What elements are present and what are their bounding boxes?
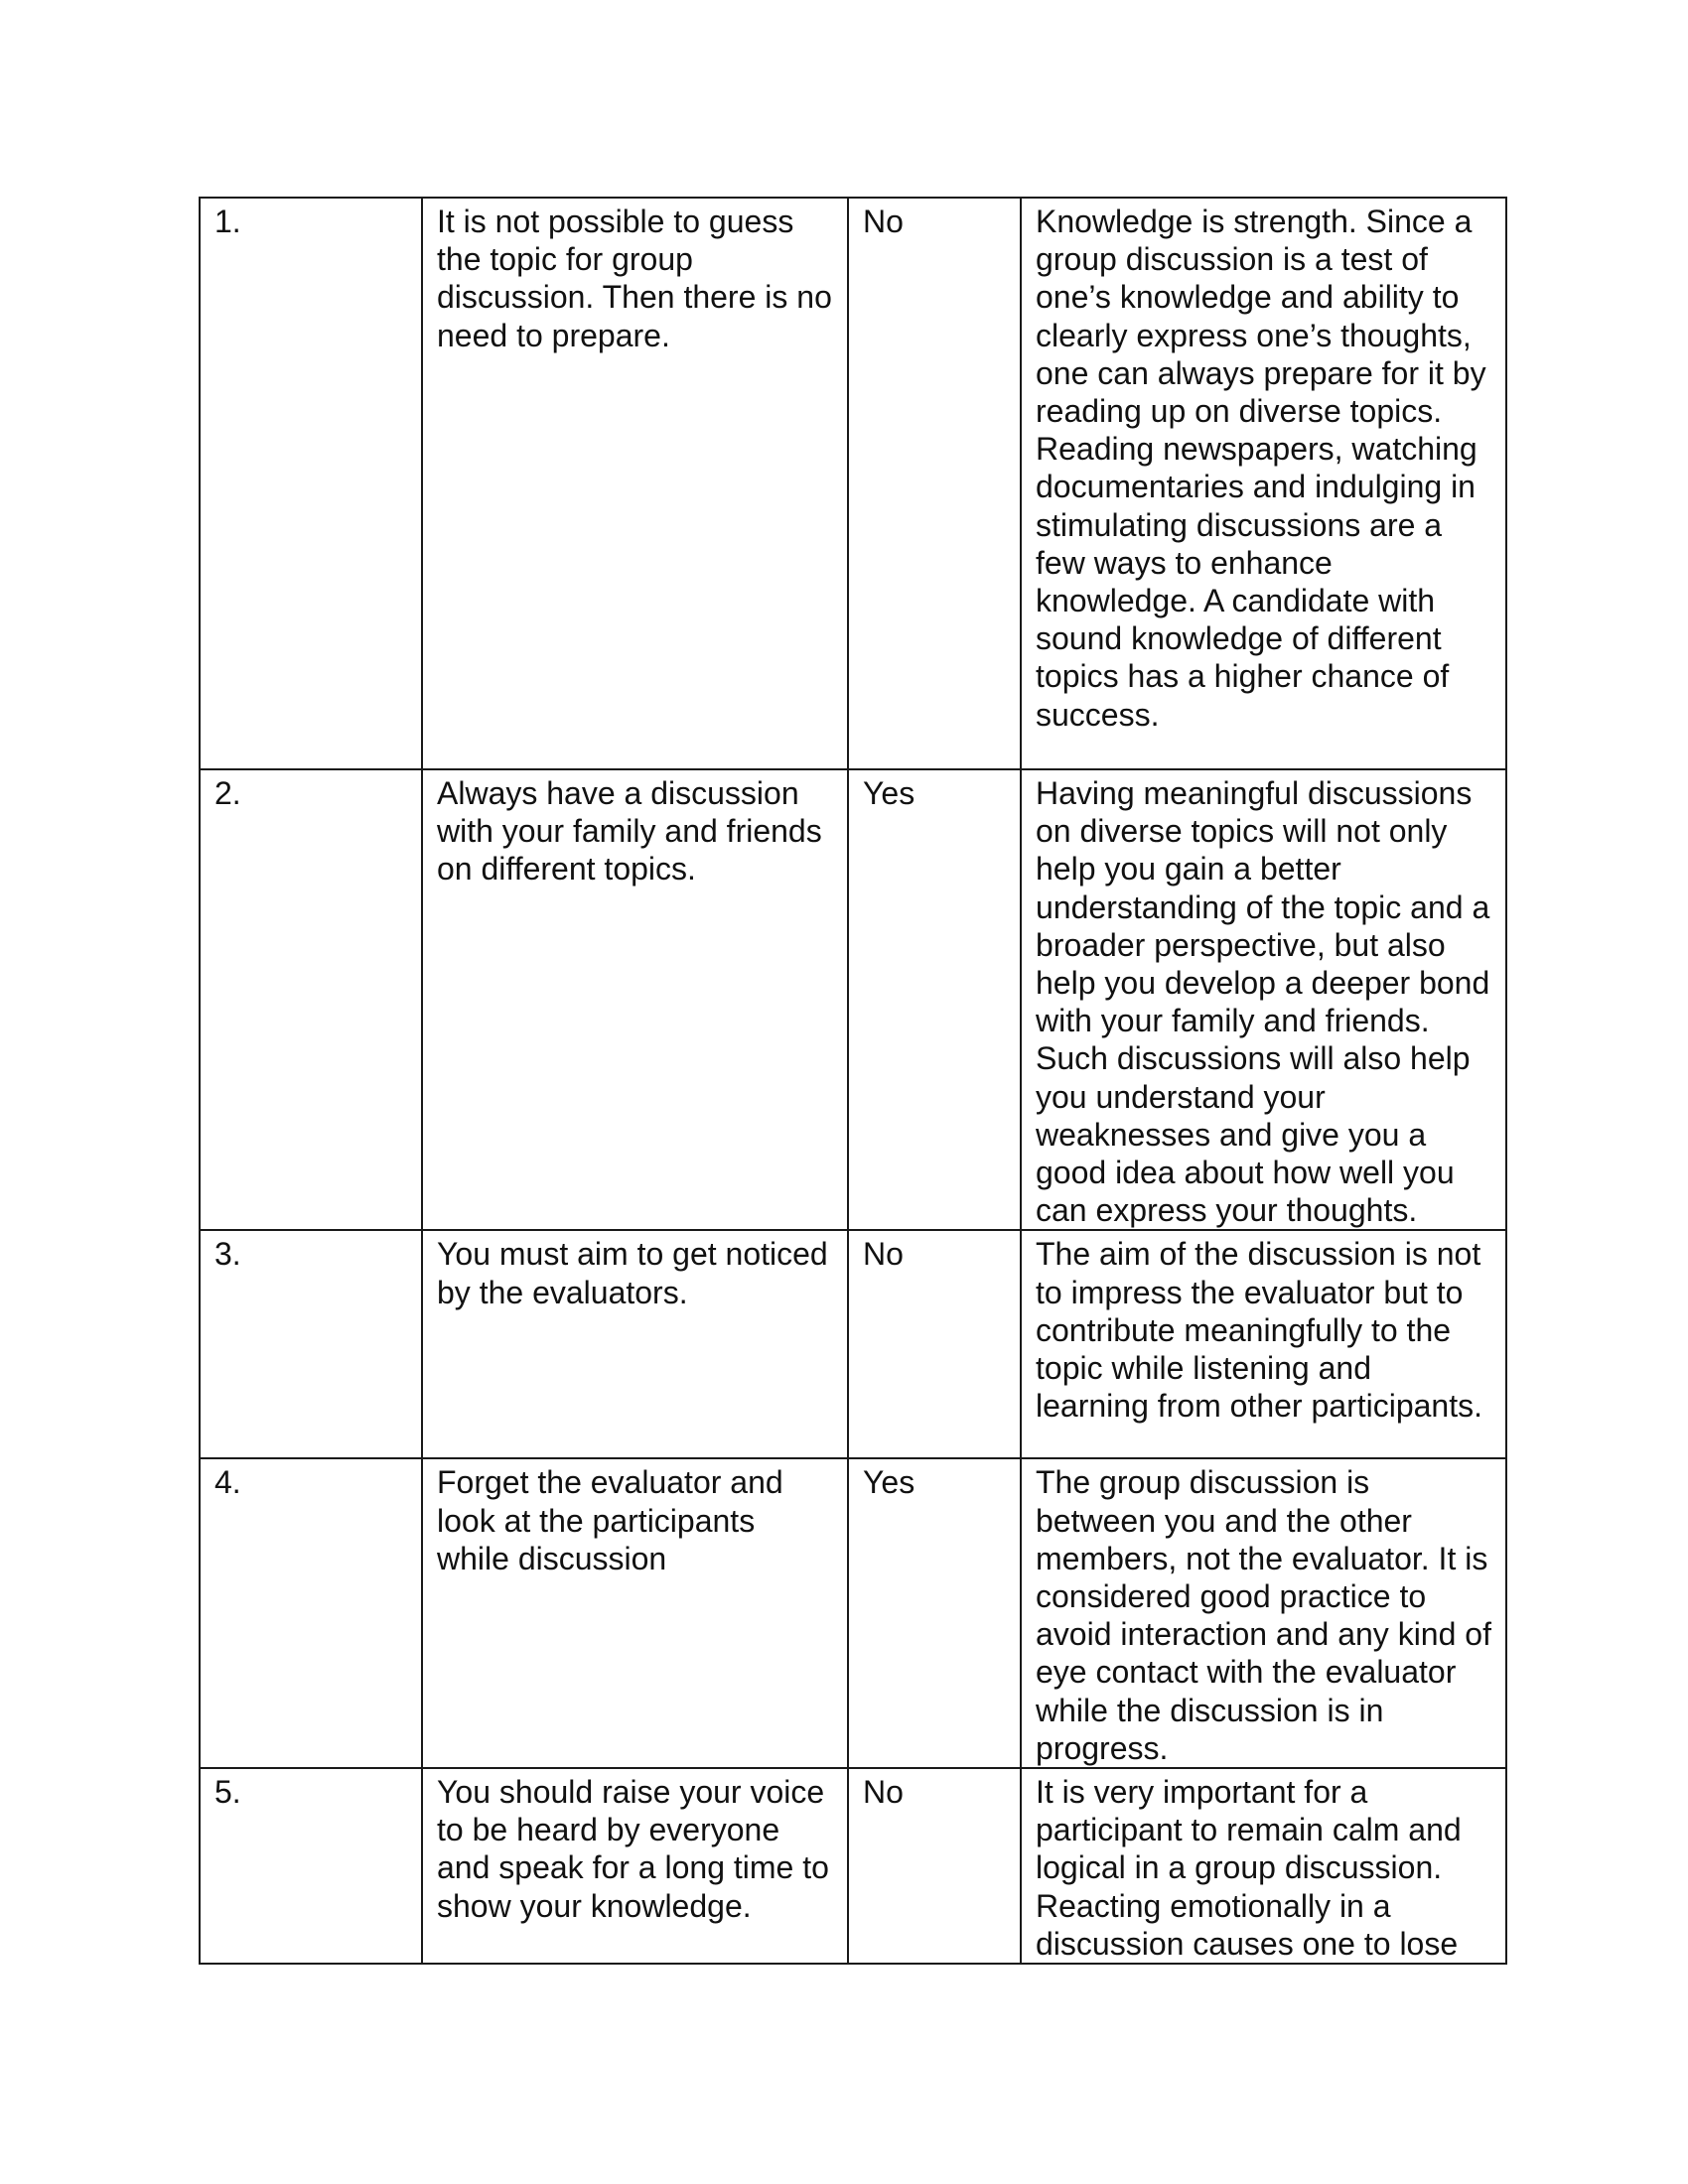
statement-cell	[422, 769, 848, 1230]
row-number-cell	[200, 1230, 422, 1458]
row-number-cell	[200, 769, 422, 1230]
statement-cell	[422, 1768, 848, 1964]
group-discussion-table	[199, 197, 1507, 1965]
row-number-cell	[200, 1768, 422, 1964]
table-row	[200, 1768, 1506, 1964]
statement-cell	[422, 1230, 848, 1458]
explanation-cell	[1021, 1768, 1506, 1964]
statement-text: You should raise your voice to be heard by everyone and speak for a long time to show your knowledge.	[437, 1774, 829, 1924]
statement-cell	[422, 1458, 848, 1768]
row-number: 4.	[214, 1464, 241, 1501]
explanation-cell	[1021, 1458, 1506, 1768]
table-row	[200, 1230, 1506, 1458]
row-number: 1.	[214, 204, 241, 239]
answer-text: No	[863, 1774, 904, 1811]
row-number-cell	[200, 198, 422, 769]
table-row	[200, 198, 1506, 769]
explanation-text: Knowledge is strength. Since a group discussion is a test of one’s knowledge and ability to clearly express one’s thoughts, one can always prepare for it by reading up on diverse topics. Reading newspapers, watching documentaries and indulging in stimulating discussions are a few ways to enhance knowledge. A candidate with sound knowledge of different topics has a higher chance of success.	[1036, 204, 1486, 733]
explanation-text: It is very important for a participant to remain calm and logical in a group discussion. Reacting emotionally in a discussion causes one to lose	[1036, 1774, 1462, 1962]
answer-text: Yes	[863, 775, 915, 811]
answer-cell	[848, 1768, 1021, 1964]
row-number-cell	[200, 1458, 422, 1768]
explanation-text: Having meaningful discussions on diverse topics will not only help you gain a better understanding of the topic and a broader perspective, but also help you develop a deeper bond with your family and friends. Such discussions will also help you understand your weaknesses and give you a good idea about how well you can express your thoughts.	[1036, 775, 1490, 1229]
table-row	[200, 769, 1506, 1230]
explanation-cell	[1021, 1230, 1506, 1458]
explanation-text: The group discussion is between you and the other members, not the evaluator. It is considered good practice to avoid interaction and any kind of eye contact with the evaluator while the discussion is in progress.	[1036, 1464, 1491, 1766]
row-number: 5.	[214, 1774, 241, 1811]
answer-cell	[848, 769, 1021, 1230]
statement-text: It is not possible to guess the topic for group discussion. Then there is no need to prepare.	[437, 204, 832, 353]
answer-cell	[848, 1230, 1021, 1458]
answer-text: No	[863, 204, 904, 239]
statement-text: Always have a discussion with your family and friends on different topics.	[437, 775, 822, 887]
answer-cell	[848, 1458, 1021, 1768]
answer-cell	[848, 198, 1021, 769]
explanation-cell	[1021, 769, 1506, 1230]
statement-cell	[422, 198, 848, 769]
answer-text: No	[863, 1236, 904, 1273]
row-number: 2.	[214, 775, 241, 811]
table-row	[200, 1458, 1506, 1768]
answer-text: Yes	[863, 1464, 915, 1501]
statement-text: You must aim to get noticed by the evaluators.	[437, 1236, 828, 1310]
statement-text: Forget the evaluator and look at the participants while discussion	[437, 1464, 783, 1576]
explanation-text: The aim of the discussion is not to impress the evaluator but to contribute meaningfully to the topic while listening and learning from other participants.	[1036, 1236, 1482, 1425]
row-number: 3.	[214, 1236, 241, 1273]
explanation-cell	[1021, 198, 1506, 769]
